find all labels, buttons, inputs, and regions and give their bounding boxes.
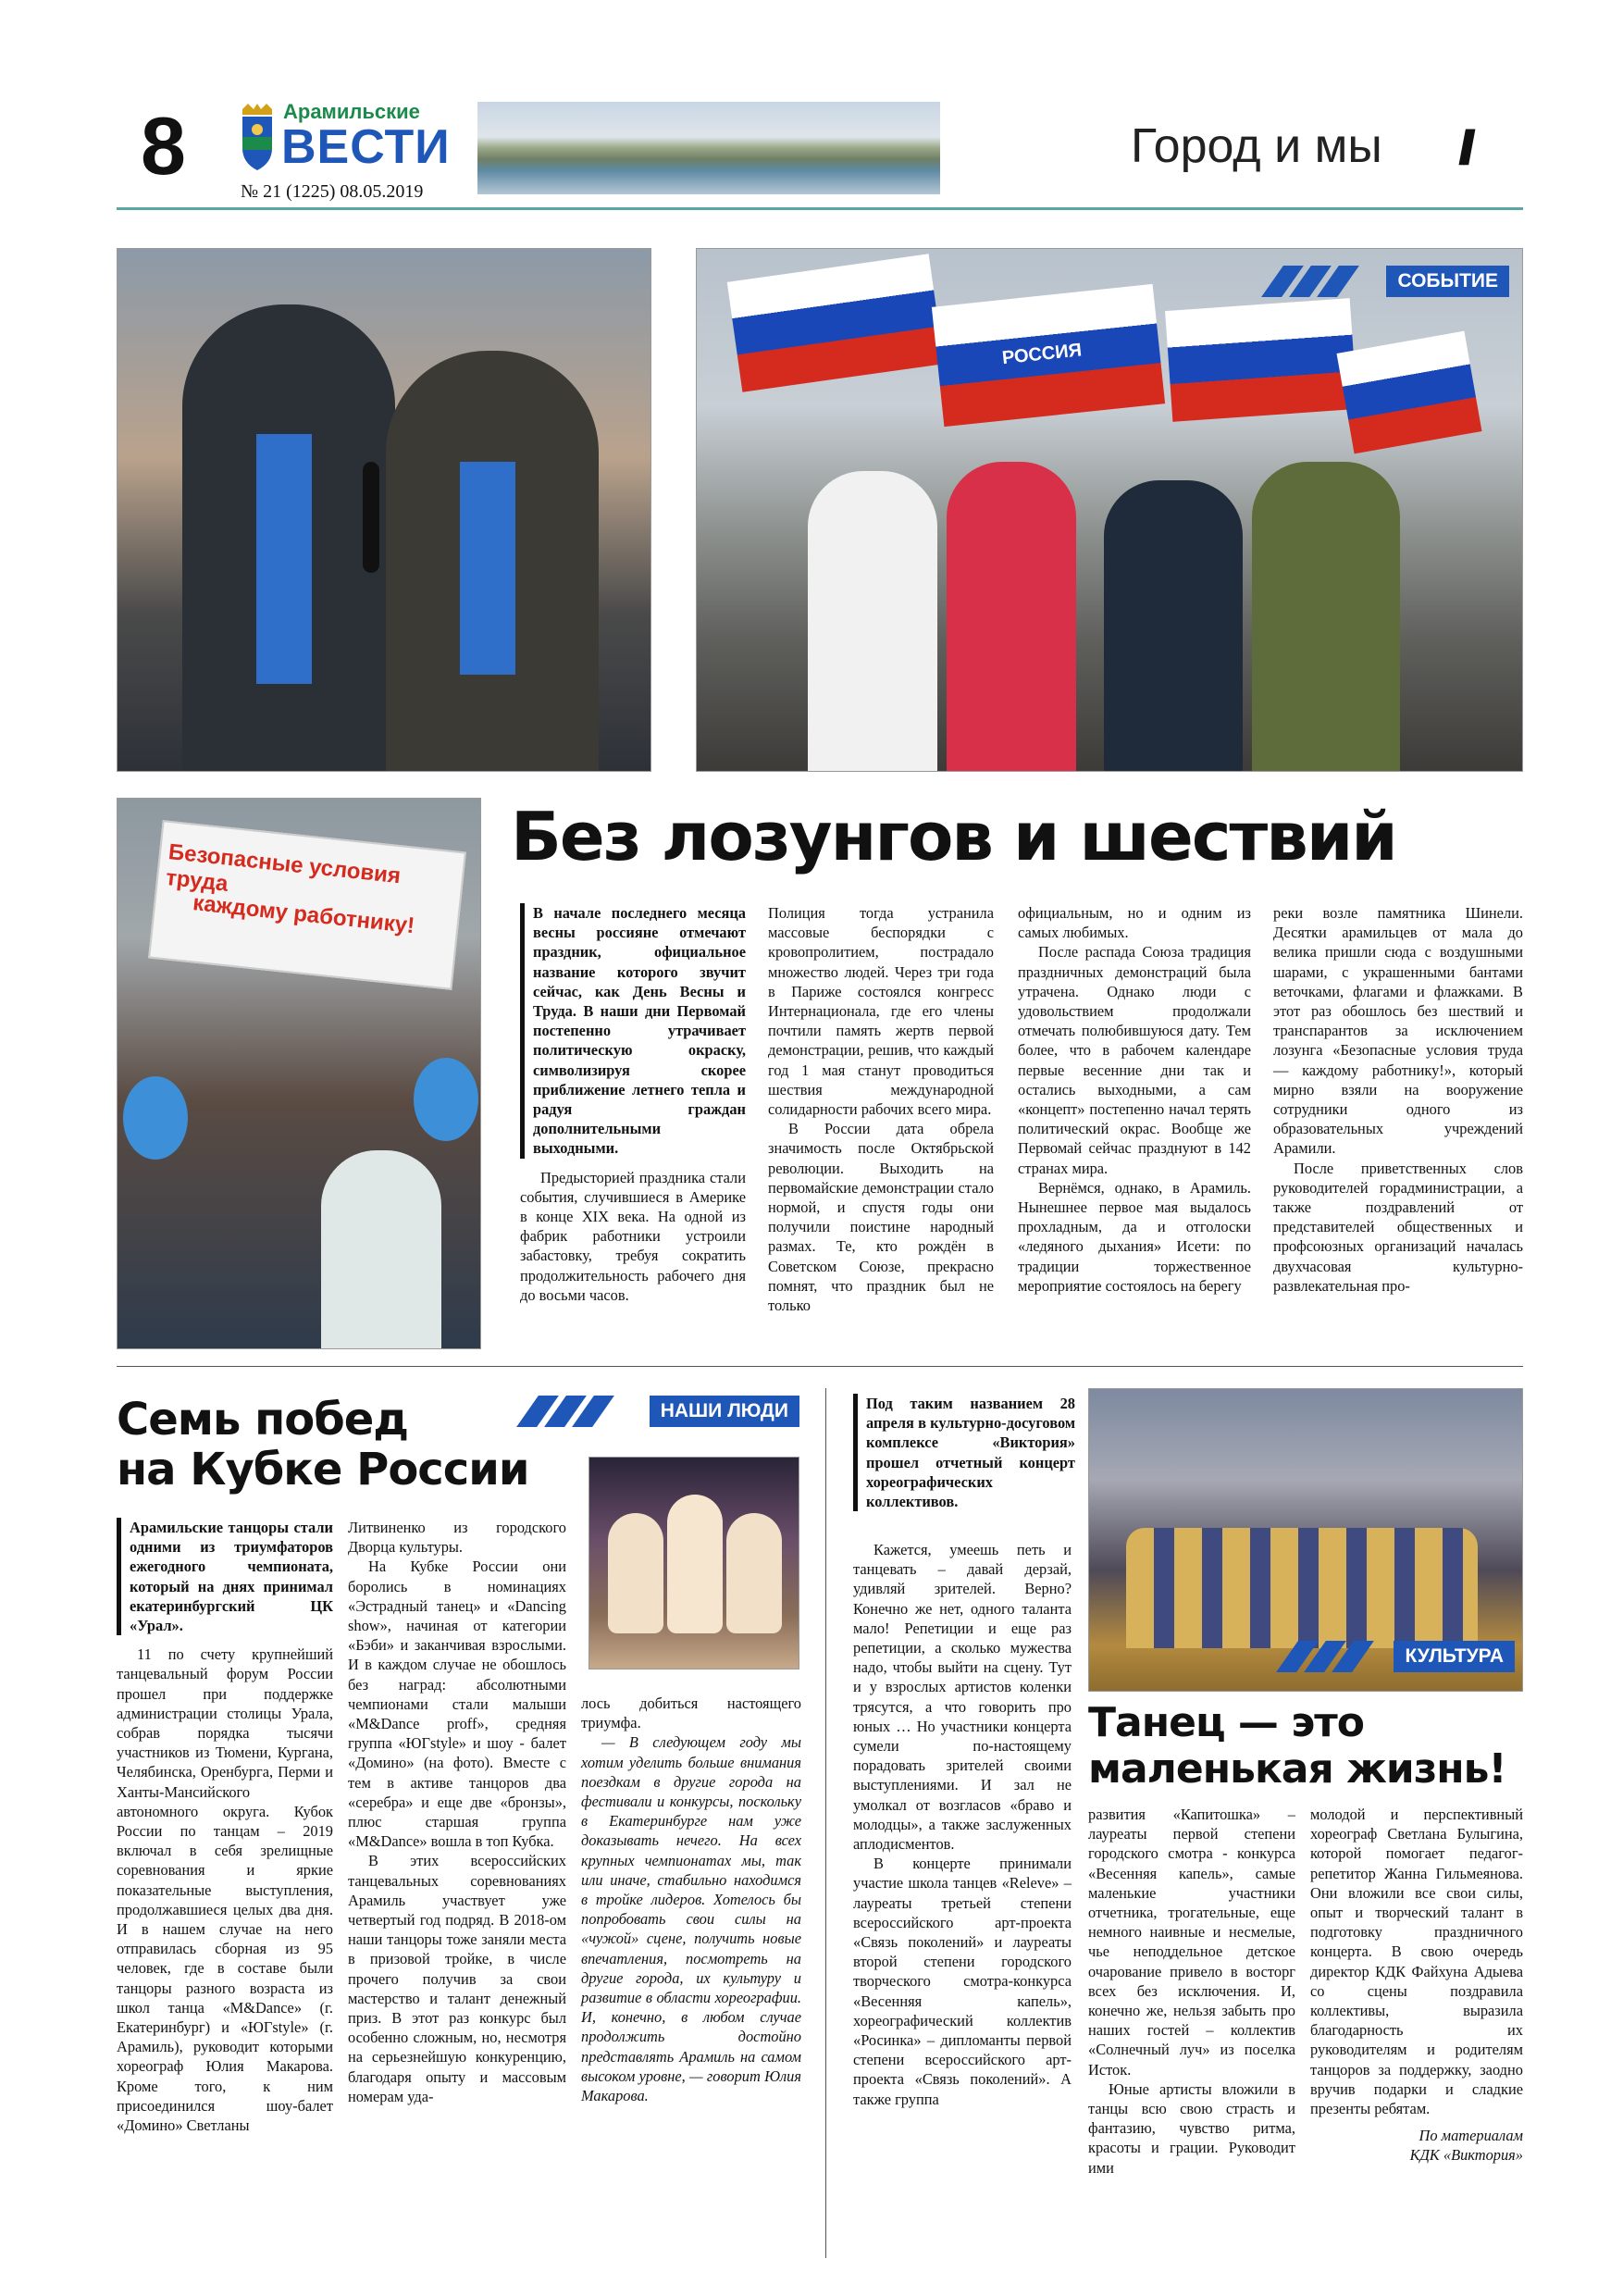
article2-headline-1: Семь побед xyxy=(117,1394,409,1446)
article1-p8: После приветственных слов руководителей горадминистрации, а также поздравлений от представителей общественных и профсоюзных организаций началась двухчасовая культурно-развлекательная про- xyxy=(1273,1159,1523,1295)
article1-p6: Вернёмся, однако, в Арамиль. Нынешнее первое мая выдалось прохладным, да и отголоски «ледяного дыхания» Исети: по традиции торжественное мероприятие состоялось на берегу xyxy=(1018,1178,1251,1295)
article1-p3: В России дата обрела значимость после Октябрьской революции. Выходить на первомайские демонстрации стало нормой, и спустя годы они получили поистине народный размах. Те, кто рождён в Советском Союзе, прекрасно помнят, что праздник был не только xyxy=(768,1120,994,1315)
microphone-icon xyxy=(363,462,379,573)
girl-in-white xyxy=(321,1150,441,1349)
banner-text-2: каждому работнику! xyxy=(192,890,416,939)
city-crest-icon xyxy=(239,102,276,178)
dancer-1 xyxy=(808,471,937,772)
header-panorama xyxy=(477,102,940,194)
banner-text-1: Безопасные условия труда xyxy=(164,839,403,897)
masthead-main: ВЕСТИ xyxy=(281,120,451,174)
article1-col-1 xyxy=(520,903,746,1305)
article3-p2: В концерте принимали участие школа танцев «Releve» – лауреаты третьей степени всероссийского арт-проекта «Связь поколений» и лауреаты второй степени городского творческого смотра-конкурса «Весенняя капель», хореографический коллектив «Росинка» – дипломанты первой степени всероссийского арт-проекта «Связь поколений». А также группа xyxy=(853,1855,1072,2108)
banner xyxy=(148,820,466,990)
article3-sign-1: По материалам xyxy=(1419,2127,1523,2145)
issue-info: № 21 (1225) 08.05.2019 xyxy=(241,181,424,202)
tag-event xyxy=(1269,266,1509,297)
tag-culture-label: КУЛЬТУРА xyxy=(1394,1641,1515,1672)
dancer-3 xyxy=(1104,480,1243,772)
article3-lead-col xyxy=(853,1394,1075,1520)
article2-lead: Арамильские танцоры стали одними из триумфаторов ежегодного чемпионата, который на днях принимал екатеринбургский ЦК «Урал». xyxy=(117,1518,333,1635)
article3-headline-1: Танец — это xyxy=(1088,1699,1365,1746)
dancer-4 xyxy=(1252,462,1400,772)
tag-event-label: СОБЫТИЕ xyxy=(1386,266,1509,297)
article3-col-3 xyxy=(1310,1805,1523,2166)
dancer-costume-2 xyxy=(667,1495,723,1633)
article2-col-2 xyxy=(348,1518,566,2106)
article3-p4: Юные артисты вложили в танцы всю свою страсть и фантазию, чувство ритма, красоты и грации. Руководит ими xyxy=(1088,2079,1295,2177)
article3-lead: Под таким названием 28 апреля в культурно-досуговом комплексе «Виктория» прошел отчетный концерт хореографических коллективов. xyxy=(853,1394,1075,1511)
article2-p2: Литвиненко из городского Дворца культуры. xyxy=(348,1519,566,1557)
flag-2 xyxy=(932,284,1165,427)
article3-headline-2: маленькая жизнь! xyxy=(1088,1745,1506,1793)
article1-headline: Без лозунгов и шествий xyxy=(511,798,1396,875)
article2-p1: 11 по счету крупнейший танцевальный форум России прошел при поддержке администрации столицы Урала, собрав порядка тысячи участников из Тюмени, Кургана, Челябинска, Оренбурга, Перми и Ханты-Мансийского автономного округа. Кубок России по танцам – 2019 включал в себя зрелищные соревнования и яркие показательные выступления, продолжавшиеся целых два дня. И в нашем случае на него отправилась сборная из 95 человек, где в составе были танцоры разного возраста из школ танца «M&Dance» (г. Екатеринбург) и «ЮГstyle» (г. Арамиль), руководит которыми хореограф Юлия Макарова. Кроме того, к ним присоединился шоу-балет «Домино» Светланы xyxy=(117,1645,333,2135)
header-rule xyxy=(117,207,1523,210)
article2-col-1 xyxy=(117,1518,333,2135)
article1-col-3 xyxy=(1018,903,1251,1296)
column-divider xyxy=(825,1388,826,2258)
flag-1 xyxy=(727,254,945,391)
masthead-top: Арамильские xyxy=(283,100,420,123)
article2-p4: В этих всероссийских танцевальных соревнованиях Арамиль участвует уже четвертый год подряд. В 2018-ом наши танцоры тоже заняли места в призовой тройке, в числе прочего получив за свои мастерство и талант денежный приз. В этот раз конкурс был особенно сложным, но, несмотря на серьезнейшую конкуренцию, благодаря опыту и массовым номерам уда- xyxy=(348,1852,566,2105)
balloon-1 xyxy=(123,1076,188,1160)
article3-col-2 xyxy=(1088,1805,1295,2178)
dancer-2 xyxy=(947,462,1076,772)
tag-culture xyxy=(1283,1641,1515,1672)
section-title: Город и мы xyxy=(1131,119,1382,173)
article1-col-4 xyxy=(1273,903,1523,1296)
article2-headline-2: на Кубке России xyxy=(117,1444,529,1496)
article2-quote: — В следующем году мы хотим уделить больше внимания поездкам в другие города на фестивали и конкурсы, поскольку в Екатеринбурге нам уже доказывать нечего. На всех крупных чемпионатах мы, так или иначе, стабильно находимся в тройке лидеров. Хотелось бы попробовать свои силы на «чужой» сцене, получить новые впечатления, посмотреть на другие города, их культуру и развитие в области хореографии. И, конечно, в любом случае продолжить достойно представлять Арамиль на самом высоком уровне, — говорит Юлия Макарова. xyxy=(581,1733,801,2105)
article1-p5: После распада Союза традиция праздничных демонстраций была утрачена. Однако люди с удовольствием продолжали отмечать полюбившуюся дату. Тем более, что в рабочем календаре первые весенние дни так и остались выходными, а сам «концепт» постепенно начал терять политический окрас. Вообще же Первомай сейчас празднуют в 142 странах мира. xyxy=(1018,943,1251,1177)
photo-officials xyxy=(117,248,651,772)
article1-col-2 xyxy=(768,903,994,1315)
article3-sign-2: КДК «Виктория» xyxy=(1409,2146,1523,2165)
photo-dancers xyxy=(588,1457,799,1669)
flag-3 xyxy=(1165,298,1357,422)
article3-p3: развития «Капитошка» – лауреаты первой степени городского смотра - конкурса «Весенняя капель», самые маленькие участники отчетника, трогательные, еще немного наивные и несмелые, чье неподдельное детское очарование привело в восторг всех без исключения. И, конечно же, нельзя забыть про наших гостей – коллектив «Солнечный луч» из поселка Исток. xyxy=(1088,1806,1295,2079)
header xyxy=(117,93,1523,215)
photo-concert xyxy=(1088,1388,1523,1692)
article1-p7: реки возле памятника Шинели. Десятки арамильцев от мала до велика пришли сюда с воздушными шарами, с украшенными бантами веточками, флагами и флажками. В этот раз обошлось без шествий и транспарантов за исключением лозунга «Безопасные условия труда — каждому работнику!», который мирно взяли на вооружение сотрудники одного из образовательных учреждений Арамили. xyxy=(1273,904,1523,1158)
article1-lead: В начале последнего месяца весны россияне отмечают праздник, официальное название которого звучит сейчас, как День Весны и Труда. В наши дни Первомай постепенно утрачивает политическую окраску, символизируя скорее приближение летнего тепла и радуя граждан дополнительными выходными. xyxy=(520,903,746,1159)
article3-p1: Кажется, умеешь петь и танцевать – давай дерзай, удивляй зрителей. Верно? Конечно же нет, одного таланта мало! Репетиции и еще раз репетиции, а сколько мужества надо, чтобы выйти на сцену. Тут и у взрослых артистов коленки трясутся, а что говорить про юных … Но участники концерта сумели по-настоящему порадовать зрителей своими выступлениями. И зал не умолкал от возгласов «браво и молодцы», а также заслуженных аплодисментов. xyxy=(853,1541,1072,1854)
article2-p5: лось добиться настоящего триумфа. xyxy=(581,1694,801,1732)
article3-p5: молодой и перспективный хореограф Светлана Булыгина, которой помогает педагог-репетитор Жанна Гильмеянова. Они вложили все свои силы, опыт и творческий талант в подготовку праздничного концерта. В свою очередь директор КДК Файхуна Адыева со сцены поздравила коллективы, выразила благодарность их руководителям и родителям танцоров за поддержку, заодно вручив подарки и сладкие презенты ребятам. xyxy=(1310,1806,1523,2118)
scarf-left xyxy=(256,434,312,684)
section-divider xyxy=(117,1366,1523,1367)
article1-p1: Предысторией праздника стали события, случившиеся в Америке в конце XIX века. На одной из фабрик работники устроили забастовку, требуя сократить продолжительность рабочего дня до восьми часов. xyxy=(520,1168,746,1304)
dancer-costume-1 xyxy=(608,1513,663,1633)
flag-word: РОССИЯ xyxy=(1000,340,1084,369)
flag-4 xyxy=(1337,331,1482,454)
scarf-right xyxy=(460,462,515,675)
dancer-costume-3 xyxy=(726,1513,782,1633)
tag-people-label: НАШИ ЛЮДИ xyxy=(650,1396,799,1427)
photo-banner-crowd xyxy=(117,798,481,1349)
photo-flags xyxy=(696,248,1523,772)
section-slashes-icon: // xyxy=(1458,121,1467,175)
article2-col-3 xyxy=(581,1694,801,2105)
article2-p3: На Кубке России они боролись в номинациях «Эстрадный танец» и «Dancing show», начиная от категории «Бэби» и заканчивая взрослыми. И в каждом случае не обошлось без наград: абсолютными чемпионами стали малыши «M&Dance proff», средняя группа «ЮГstyle» и шоу - балет «Домино» (на фото). Вместе с тем в активе танцоров два «серебра» и еще две «бронзы», плюс старшая группа «M&Dance» вошла в топ Кубка. xyxy=(348,1558,566,1851)
masthead-logo xyxy=(239,102,276,178)
article1-p2: Полиция тогда устранила массовые беспорядки с кровопролитием, пострадало множество людей. Через три года в Париже состоялся конгресс Интернационала, где его члены почтили память жертв первой демонстрации, решив, что каждый год 1 мая станут проводиться шествия международной солидарности рабочих всего мира. xyxy=(768,904,994,1119)
page-number: 8 xyxy=(141,100,186,192)
article3-col-1 xyxy=(853,1540,1072,2109)
stage-kids xyxy=(1126,1528,1478,1648)
balloon-2 xyxy=(414,1058,478,1141)
article1-p4: официальным, но и одним из самых любимых. xyxy=(1018,904,1251,942)
tag-people xyxy=(524,1396,799,1427)
